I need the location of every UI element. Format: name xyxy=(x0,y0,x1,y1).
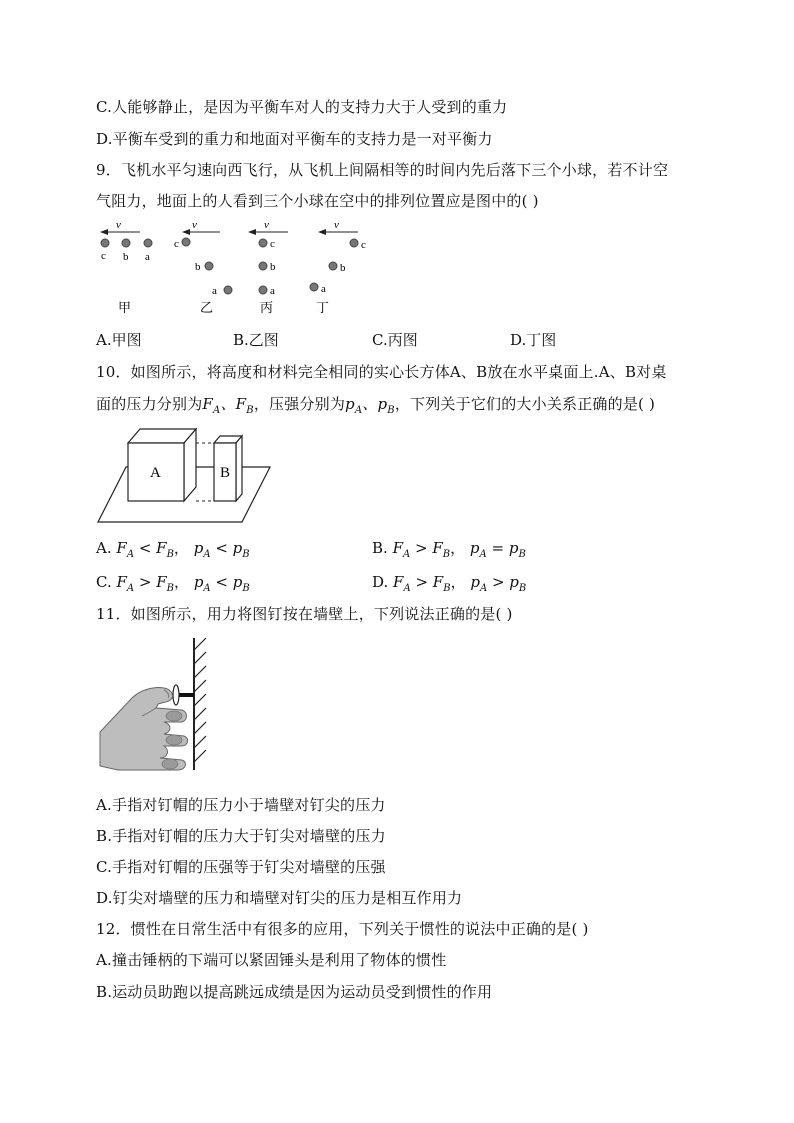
ball-a xyxy=(259,286,267,294)
option-letter: C. xyxy=(96,573,112,591)
ball-a xyxy=(310,283,318,291)
q10-option-d: D. $F_A > F_B$， $p_A > p_B$ xyxy=(372,573,527,594)
q10-option-b: B. $F_A > F_B$， $p_A = p_B$ xyxy=(372,539,526,560)
q9-panel-yi xyxy=(174,219,232,315)
ball-label-a: a xyxy=(270,285,275,297)
q9-panel-ding xyxy=(310,219,366,315)
tack-needle xyxy=(178,693,194,697)
block-a-label: A xyxy=(150,465,161,481)
q12-stem: 12．惯性在日常生活中有很多的应用，下列关于惯性的说法中正确的是( ) xyxy=(96,920,589,938)
q10-force-symbols: $F_A$、$F_B$ xyxy=(202,395,254,416)
option-letter: D. xyxy=(372,573,389,591)
ball-label-b: b xyxy=(270,261,276,273)
ball-label-c: c xyxy=(101,250,106,262)
q10-figure xyxy=(96,424,276,526)
q9-panel-bing xyxy=(248,219,288,315)
velocity-label: v xyxy=(334,219,339,231)
q8-option-d: D.平衡车受到的重力和地面对平衡车的支持力是一对平衡力 xyxy=(96,130,493,148)
ball-label-c: c xyxy=(270,238,275,250)
panel-label-bing: 丙 xyxy=(260,300,274,315)
pressure-relation: $p_A = p_B$ xyxy=(469,539,526,560)
q10-option-a: A. $F_A < F_B$， $p_A < p_B$ xyxy=(96,539,250,560)
option-letter: B. xyxy=(372,539,388,557)
panel-label-yi: 乙 xyxy=(200,300,214,315)
q9-option-b: B.乙图 xyxy=(233,331,279,349)
block-b-side xyxy=(236,436,242,501)
ball-b xyxy=(122,239,130,247)
panel-label-jia: 甲 xyxy=(118,300,132,315)
q11-option-c: C.手指对钉帽的压强等于钉尖对墙壁的压强 xyxy=(96,858,386,876)
force-relation: $F_A > F_B$ xyxy=(392,539,451,560)
q9-stem-line1: 9．飞机水平匀速向西飞行，从飞机上间隔相等的时间内先后落下三个小球，若不计空 xyxy=(96,161,669,179)
ball-label-a: a xyxy=(212,285,217,297)
q10-text-b: ，压强分别为 xyxy=(253,395,346,413)
ball-a xyxy=(224,286,232,294)
block-b-label: B xyxy=(220,465,231,481)
panel-label-ding: 丁 xyxy=(316,300,330,315)
q11-option-b: B.手指对钉帽的压力大于钉尖对墙壁的压力 xyxy=(96,827,386,845)
wall-hatching xyxy=(194,638,206,762)
ball-b xyxy=(259,262,267,270)
ball-c xyxy=(350,239,358,247)
force-relation: $F_A > F_B$ xyxy=(393,573,451,594)
q11-stem: 11．如图所示，用力将图钉按在墙壁上，下列说法正确的是( ) xyxy=(96,605,513,623)
q12-option-b: B.运动员助跑以提高跳远成绩是因为运动员受到惯性的作用 xyxy=(96,983,493,1001)
q11-option-d: D.钉尖对墙壁的压力和墙壁对钉尖的压力是相互作用力 xyxy=(96,889,463,907)
q9-panel-jia xyxy=(100,219,152,315)
velocity-label: v xyxy=(264,219,269,231)
q9-option-a: A.甲图 xyxy=(96,331,142,349)
ball-label-c: c xyxy=(361,239,366,251)
pressure-relation: $p_A < p_B$ xyxy=(193,539,250,560)
q9-option-c: C.丙图 xyxy=(372,331,418,349)
velocity-label: v xyxy=(192,219,197,231)
q10-text-c: ，下列关于它们的大小关系正确的是( ) xyxy=(394,395,656,413)
q9-option-d: D.丁图 xyxy=(510,331,557,349)
ball-label-b: b xyxy=(340,262,346,274)
q11-figure xyxy=(98,636,218,772)
q8-option-c: C.人能够静止，是因为平衡车对人的支持力大于人受到的重力 xyxy=(96,98,508,116)
q10-text-a: 面的压力分别为 xyxy=(96,395,203,413)
option-letter: A. xyxy=(96,539,112,557)
q12-option-a: A.撞击锤柄的下端可以紧固锤头是利用了物体的惯性 xyxy=(96,951,447,969)
q10-pressure-symbols: $p_A$、$p_B$ xyxy=(345,395,395,416)
tack-cap xyxy=(173,685,179,705)
ball-label-c: c xyxy=(174,238,179,250)
ball-b xyxy=(329,262,337,270)
ball-c xyxy=(101,239,109,247)
q11-option-a: A.手指对钉帽的压力小于墙壁对钉尖的压力 xyxy=(96,796,386,814)
ball-c xyxy=(259,239,267,247)
ball-label-b: b xyxy=(195,261,201,273)
pressure-relation: $p_A > p_B$ xyxy=(470,573,527,594)
q10-stem-line2 xyxy=(96,393,655,416)
ball-a xyxy=(144,239,152,247)
q10-option-c: C. $F_A > F_B$， $p_A < p_B$ xyxy=(96,573,250,594)
force-relation: $F_A > F_B$ xyxy=(116,573,175,594)
ball-label-b: b xyxy=(123,251,129,263)
force-relation: $F_A < F_B$ xyxy=(116,539,174,560)
q9-stem-line2: 气阻力，地面上的人看到三个小球在空中的排列位置应是图中的( ) xyxy=(96,192,539,210)
ball-b xyxy=(205,262,213,270)
pressure-relation: $p_A < p_B$ xyxy=(193,573,250,594)
velocity-label: v xyxy=(116,219,121,231)
q10-stem-line1: 10．如图所示，将高度和材料完全相同的实心长方体A、B放在水平桌面上.A、B对桌 xyxy=(96,363,667,381)
q9-figure xyxy=(92,216,392,320)
ball-label-a: a xyxy=(321,283,326,295)
ball-c xyxy=(182,238,190,246)
ball-label-a: a xyxy=(145,251,150,263)
